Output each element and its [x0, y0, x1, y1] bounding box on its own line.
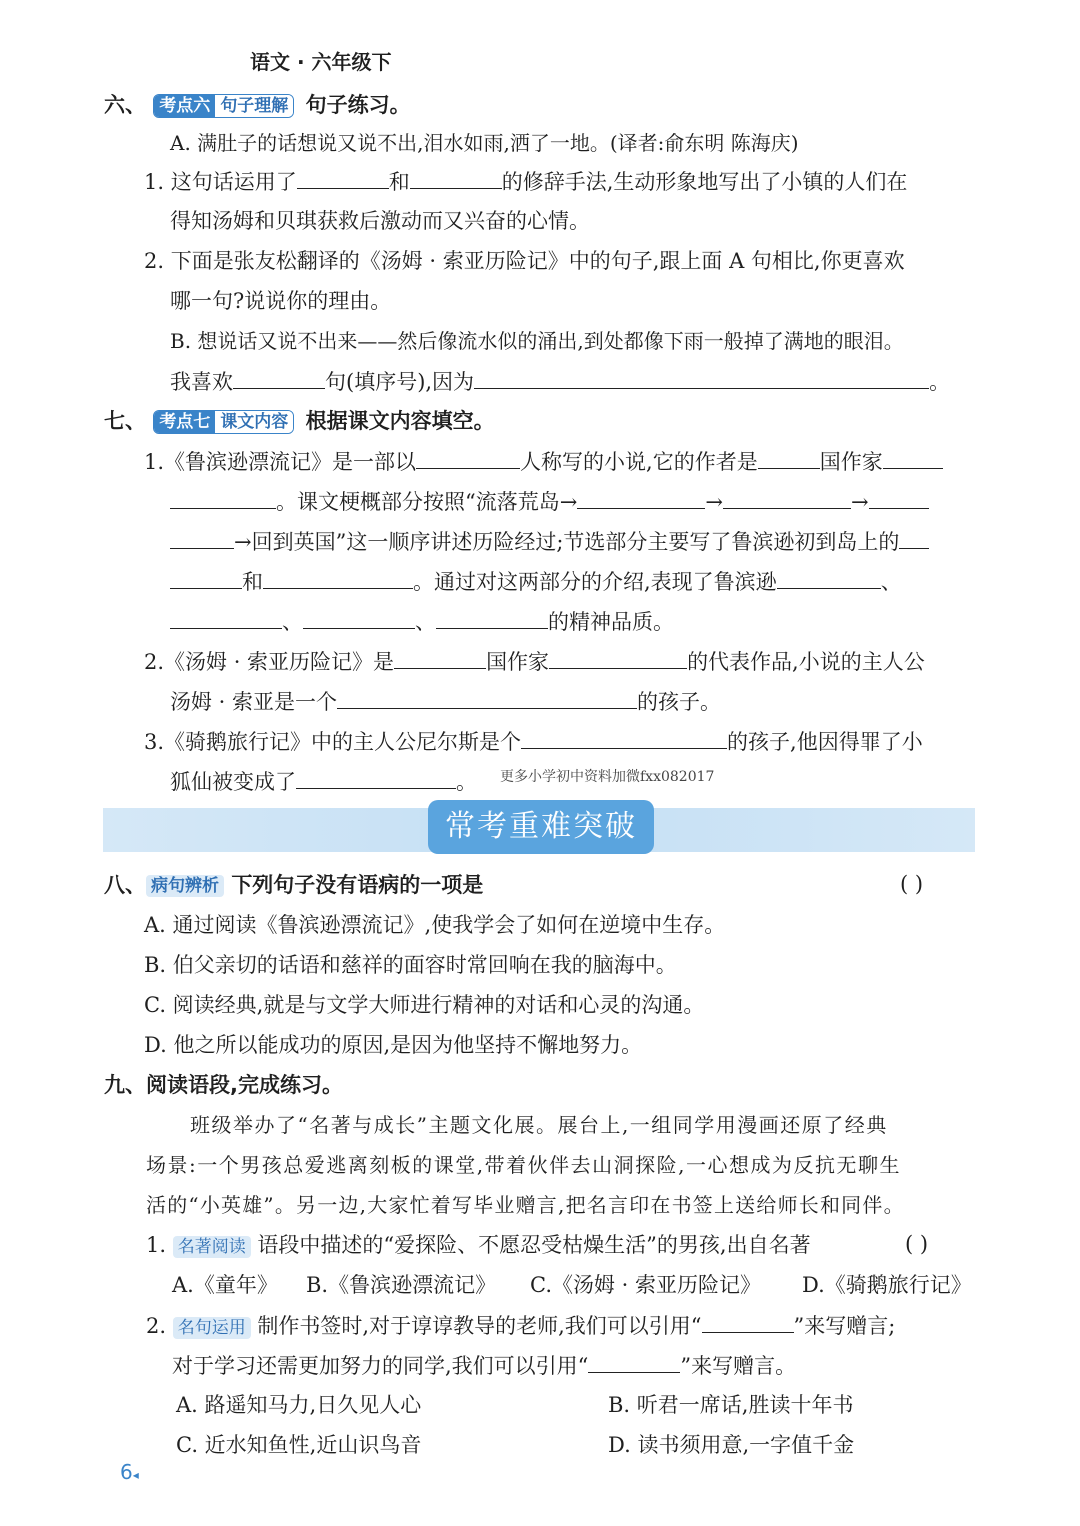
answer-blank[interactable]: [869, 486, 929, 509]
q8-option-b: B. 伯父亲切的话语和慈祥的面容时常回响在我的脑海中。: [144, 953, 677, 977]
q7-item3-line1: [144, 726, 923, 757]
q6-item1-line2: 得知汤姆和贝琪获救后激动而又兴奋的心情。: [170, 209, 590, 233]
answer-blank[interactable]: [588, 1350, 680, 1373]
answer-blank[interactable]: [394, 646, 486, 669]
page-number: [120, 1460, 139, 1484]
answer-blank[interactable]: [549, 646, 687, 669]
q9-item1-answer-bracket[interactable]: ( ): [905, 1232, 929, 1256]
q9-item2-option-b: B. 听君一席话,胜读十年书: [608, 1393, 854, 1417]
q7-text: 3.《骑鹅旅行记》中的主人公尼尔斯是个: [144, 730, 522, 754]
q7-item1-line4: [170, 566, 902, 597]
q9-item2-line2: [172, 1350, 796, 1381]
answer-blank[interactable]: [883, 446, 943, 469]
q9-number: 九、: [104, 1073, 146, 1097]
q7-heading: [104, 406, 495, 436]
q7-item1-line5: [170, 606, 674, 637]
q6-item1-text-b: 和: [388, 170, 410, 194]
q6-topic-tag: [153, 94, 294, 118]
q6-reason-label: 句(填序号),因为: [325, 370, 475, 394]
q8-option-a: A. 通过阅读《鲁滨逊漂流记》,使我学会了如何在逆境中生存。: [144, 913, 726, 937]
answer-blank[interactable]: [170, 526, 234, 549]
q7-text: 汤姆 · 索亚是一个: [170, 690, 338, 714]
q9-item2-text-c: 对于学习还需更加努力的同学,我们可以引用“: [172, 1354, 589, 1378]
q6-heading: [104, 90, 411, 120]
answer-blank[interactable]: [577, 486, 705, 509]
resource-note: 更多小学初中资料加微fxx082017: [500, 769, 715, 785]
answer-blank[interactable]: [337, 686, 637, 709]
q6-item1-text-c: 的修辞手法,生动形象地写出了小镇的人们在: [501, 170, 908, 194]
q7-text: 的代表作品,小说的主人公: [687, 650, 925, 674]
q8-answer-bracket[interactable]: ( ): [900, 872, 924, 896]
q8-option-d: D. 他之所以能成功的原因,是因为他坚持不懈地努力。: [144, 1033, 643, 1057]
q6-sentence-a: A. 满肚子的话想说又说不出,泪水如雨,洒了一地。(译者:俞东明 陈海庆): [170, 131, 799, 155]
q9-item1-option-d: D.《骑鹅旅行记》: [802, 1273, 972, 1297]
q9-item2-number: 2.: [146, 1314, 167, 1338]
answer-blank[interactable]: [303, 606, 415, 629]
q7-topic-tag: [153, 410, 294, 434]
q7-text: 、: [282, 610, 303, 634]
q8-heading: [104, 870, 483, 900]
answer-blank[interactable]: [263, 566, 413, 589]
q7-item1-line2: [170, 486, 929, 517]
answer-blank[interactable]: [899, 526, 929, 549]
answer-blank[interactable]: [521, 726, 727, 749]
q7-text: →: [850, 490, 869, 514]
q9-item2-text-a: 制作书签时,对于谆谆教导的老师,我们可以引用“: [257, 1314, 702, 1338]
q9-item1-number: 1.: [146, 1233, 167, 1257]
answer-blank[interactable]: [170, 566, 242, 589]
q6-item2-answer: [170, 366, 950, 397]
q7-text: 2.《汤姆 · 索亚历险记》是: [144, 650, 395, 674]
q9-item2-tag: 名句运用: [173, 1317, 251, 1339]
q8-topic-tag: 病句辨析: [146, 875, 224, 897]
answer-blank[interactable]: [758, 446, 820, 469]
q8-option-c: C. 阅读经典,就是与文学大师进行精神的对话和心灵的沟通。: [144, 993, 705, 1017]
q7-text: 的孩子。: [637, 690, 722, 714]
q7-tag-topic: 课文内容: [215, 411, 293, 433]
q6-period: 。: [929, 370, 951, 394]
q7-item1-line3: [170, 526, 929, 557]
q7-text: 。课文梗概部分按照“流落荒岛→: [276, 490, 578, 514]
q7-text: 的精神品质。: [548, 610, 674, 634]
answer-blank[interactable]: [436, 606, 548, 629]
q7-item2-line1: [144, 646, 925, 677]
q7-text: →: [705, 490, 723, 514]
q9-item2-text-b: ”来写赠言;: [793, 1314, 896, 1338]
q7-text: 1.《鲁滨逊漂流记》是一部以: [144, 450, 417, 474]
q9-item1-option-a: A.《童年》: [172, 1273, 278, 1297]
q9-item2-text-d: ”来写赠言。: [680, 1354, 797, 1378]
page-header-subject: 语文 · 六年级下: [250, 50, 392, 74]
answer-blank[interactable]: [723, 486, 851, 509]
answer-blank[interactable]: [410, 166, 502, 189]
q7-text: 国作家: [819, 450, 883, 474]
q9-item2-option-a: A. 路遥知马力,日久见人心: [176, 1393, 422, 1417]
q7-title: 根据课文内容填空。: [305, 409, 495, 433]
answer-blank[interactable]: [170, 606, 282, 629]
answer-blank[interactable]: [777, 566, 881, 589]
q9-item2-line1: [146, 1310, 895, 1341]
q6-item2-line1: 2. 下面是张友松翻译的《汤姆 · 索亚历险记》中的句子,跟上面 A 句相比,你更喜欢: [144, 249, 905, 273]
q9-paragraph-line3: 活的“小英雄”。另一边,大家忙着写毕业赠言,把名言印在书签上送给师长和同伴。: [146, 1193, 905, 1217]
q6-tag-point: 考点六: [154, 95, 215, 117]
q7-item3-line2: [170, 766, 477, 797]
q7-text: 和: [242, 570, 263, 594]
q6-item1-text-a: 1. 这句话运用了: [144, 170, 297, 194]
q9-paragraph-line1: 班级举办了“名著与成长”主题文化展。展台上,一组同学用漫画还原了经典: [190, 1113, 888, 1137]
q6-sentence-b: B. 想说话又说不出来——然后像流水似的涌出,到处都像下雨一般掉了满地的眼泪。: [170, 329, 904, 353]
q8-title: 下列句子没有语病的一项是: [231, 873, 484, 897]
page-arrow-icon: ◂: [132, 1468, 139, 1482]
q7-text: 、: [415, 610, 436, 634]
q7-text: 狐仙被变成了: [170, 770, 296, 794]
q7-text: 。: [456, 770, 477, 794]
answer-blank[interactable]: [170, 486, 276, 509]
q6-title: 句子练习。: [305, 93, 411, 117]
q7-item1-line1: [144, 446, 943, 477]
q7-item2-line2: [170, 686, 721, 717]
q9-item1-text: 语段中描述的“爱探险、不愿忍受枯燥生活”的男孩,出自名著: [257, 1233, 811, 1257]
q7-text: 的孩子,他因得罪了小: [727, 730, 923, 754]
q9-item1: [146, 1230, 811, 1260]
q9-heading: [104, 1070, 343, 1100]
answer-blank[interactable]: [416, 446, 520, 469]
q6-like-label: 我喜欢: [170, 370, 233, 394]
answer-blank[interactable]: [474, 366, 929, 389]
page-number-value: 6: [120, 1460, 133, 1484]
answer-blank[interactable]: [296, 766, 456, 789]
q7-text: 人称写的小说,它的作者是: [520, 450, 758, 474]
answer-blank[interactable]: [702, 1310, 794, 1333]
section-banner-title: 常考重难突破: [428, 800, 654, 854]
q8-number: 八、: [104, 873, 146, 897]
answer-blank[interactable]: [297, 166, 389, 189]
q9-item1-tag: 名著阅读: [173, 1236, 251, 1258]
q7-text: 国作家: [486, 650, 550, 674]
q9-item2-option-d: D. 读书须用意,一字值千金: [608, 1433, 855, 1457]
q7-number: 七、: [104, 409, 146, 433]
q9-item1-option-c: C.《汤姆 · 索亚历险记》: [530, 1273, 762, 1297]
q6-item1-line1: [144, 166, 907, 197]
q7-text: →回到英国”这一顺序讲述历险经过;节选部分主要写了鲁滨逊初到岛上的: [234, 530, 900, 554]
q7-text: 。通过对这两部分的介绍,表现了鲁滨逊: [413, 570, 777, 594]
q9-item2-option-c: C. 近水知鱼性,近山识鸟音: [176, 1433, 422, 1457]
q9-item1-option-b: B.《鲁滨逊漂流记》: [306, 1273, 497, 1297]
q6-tag-topic: 句子理解: [215, 95, 293, 117]
q9-title: 阅读语段,完成练习。: [146, 1073, 343, 1097]
q6-item2-line2: 哪一句?说说你的理由。: [170, 289, 392, 313]
q6-number: 六、: [104, 93, 146, 117]
q9-paragraph-line2: 场景:一个男孩总爱逃离刻板的课堂,带着伙伴去山洞探险,一心想成为反抗无聊生: [146, 1153, 901, 1177]
q7-tag-point: 考点七: [154, 411, 215, 433]
answer-blank[interactable]: [233, 366, 325, 389]
q7-text: 、: [880, 570, 902, 594]
